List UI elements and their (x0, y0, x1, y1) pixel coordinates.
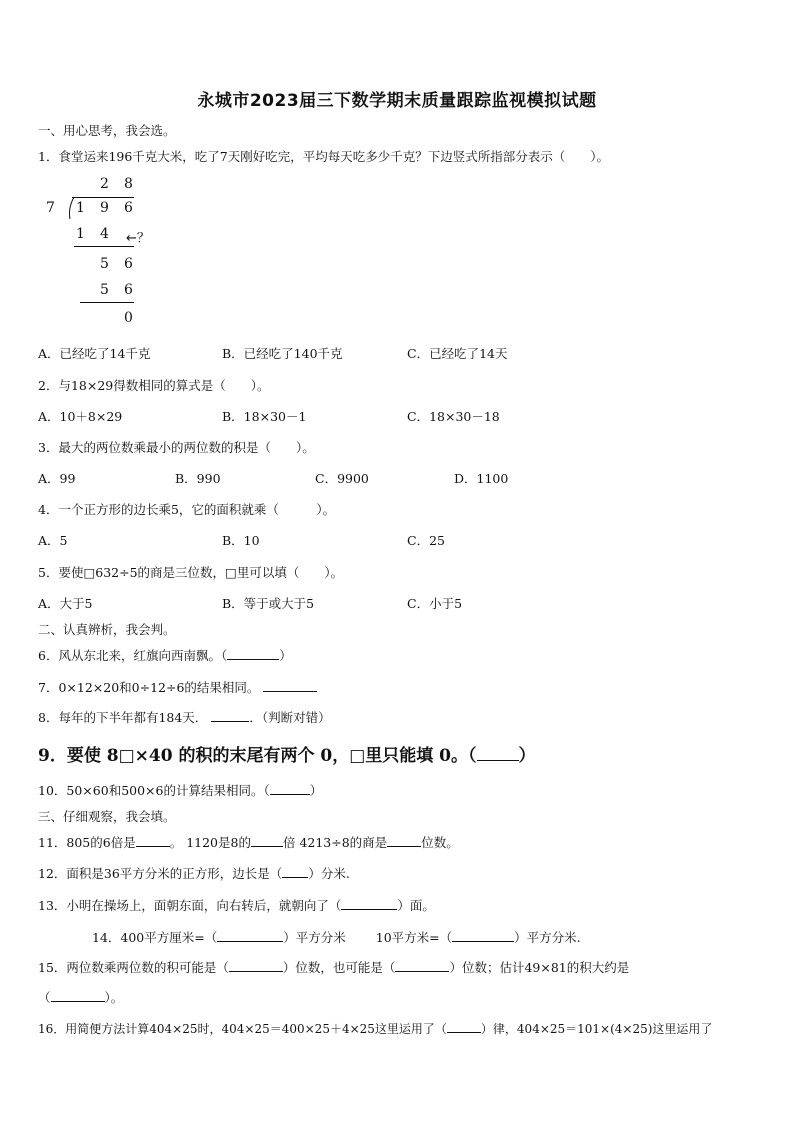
q12-text-end: ）分米. (308, 866, 350, 881)
section-1-heading: 一、用心思考，我会选。 (38, 123, 176, 138)
q6-answer-blank[interactable] (227, 647, 279, 660)
q14-answer-blank-1[interactable] (217, 929, 283, 942)
step-digit: 5 (100, 256, 109, 272)
q11-answer-blank-2[interactable] (251, 834, 283, 847)
q12-text: 12．面积是36平方分米的正方形，边长是（ (38, 866, 283, 881)
quotient-digit: 2 (100, 176, 109, 192)
q11-text: 。 1120是8的 (169, 835, 251, 850)
page-title: 永城市2023届三下数学期末质量跟踪监视模拟试题 (197, 91, 597, 111)
q1-option-c[interactable]: C．已经吃了14天 (407, 346, 508, 361)
question-12 (38, 864, 350, 882)
q16-answer-blank[interactable] (447, 1020, 481, 1033)
q11-text: 11．805的6倍是 (38, 835, 136, 850)
question-11 (38, 833, 459, 851)
q5-option-c[interactable]: C．小于5 (407, 596, 463, 611)
dividend-digit: 9 (100, 200, 109, 216)
question-arrow: ←？ (126, 231, 150, 246)
q15-answer-blank-1[interactable] (229, 959, 283, 972)
dividend-digit: 1 (76, 200, 85, 216)
q9-text: 9．要使 8□×40 的积的末尾有两个 0，□里只能填 0。（ (38, 746, 477, 766)
q15-text: ）位数；估计49×81的积大约是 (449, 960, 630, 975)
question-1: 1．食堂运来196千克大米，吃了7天刚好吃完，平均每天吃多少千克？下边竖式所指部分表示（ ）。 (38, 149, 610, 164)
step-line (80, 302, 134, 303)
question-2: 2．与18×29得数相同的算式是（ ）。 (38, 378, 270, 393)
q8-answer-blank[interactable] (211, 709, 249, 722)
q4-option-c[interactable]: C．25 (407, 533, 445, 548)
q3-option-d[interactable]: D．1100 (454, 471, 509, 486)
q9-text-end: ） (518, 746, 536, 766)
division-bar (72, 197, 134, 198)
q11-answer-blank-3[interactable] (387, 834, 421, 847)
q4-option-b[interactable]: B．10 (222, 533, 260, 548)
q1-option-a[interactable]: A．已经吃了14千克 (38, 346, 151, 361)
question-9 (38, 741, 536, 766)
q11-text: 倍 4213÷8的商是 (282, 835, 388, 850)
section-2-heading: 二、认真辨析，我会判。 (38, 622, 176, 637)
q15-answer-blank-2[interactable] (395, 959, 449, 972)
q7-answer-blank[interactable] (263, 679, 317, 692)
q11-answer-blank-1[interactable] (136, 834, 170, 847)
question-6 (38, 646, 292, 664)
q12-answer-blank[interactable] (282, 865, 308, 878)
question-15-continued (38, 988, 123, 1006)
step-digit: 5 (100, 282, 109, 298)
q3-option-c[interactable]: C．9900 (315, 471, 369, 486)
q6-text-end: ） (279, 648, 292, 663)
step-digit: 6 (124, 256, 133, 272)
section-3-heading: 三、仔细观察，我会填。 (38, 809, 176, 824)
q14-text: 10平方米=（ (375, 930, 453, 945)
q15-text: 15．两位数乘两位数的积可能是（ (38, 960, 229, 975)
q6-text: 6．风从东北来，红旗向西南飘。（ (38, 648, 228, 663)
q5-option-a[interactable]: A．大于5 (38, 596, 93, 611)
q8-text: 8．每年的下半年都有184天． (38, 710, 208, 725)
remainder: 0 (124, 310, 133, 326)
q13-text: 13．小明在操场上，面朝东面，向右转后，就朝向了（ (38, 898, 342, 913)
question-4: 4．一个正方形的边长乘5，它的面积就乘（ ）。 (38, 502, 336, 517)
q2-option-c[interactable]: C．18×30－18 (407, 409, 500, 424)
q5-option-b[interactable]: B．等于或大于5 (222, 596, 315, 611)
division-bracket (66, 196, 76, 220)
q14-text: 14．400平方厘米=（ (92, 930, 218, 945)
q15-text: ）。 (104, 990, 124, 1005)
question-15 (38, 958, 629, 976)
question-3: 3．最大的两位数乘最小的两位数的积是（ ）。 (38, 440, 315, 455)
question-5: 5．要使□632÷5的商是三位数，□里可以填（ ）。 (38, 565, 344, 580)
question-14 (92, 928, 581, 946)
q10-text-end: ） (309, 783, 323, 798)
q3-option-a[interactable]: A．99 (38, 471, 76, 486)
dividend-digit: 6 (124, 200, 133, 216)
quotient-digit: 8 (124, 176, 133, 192)
q1-option-b[interactable]: B．已经吃了140千克 (222, 346, 343, 361)
q13-text-end: ）面。 (397, 898, 435, 913)
q16-text: ）律，404×25＝101×(4×25)这里运用了 (480, 1022, 713, 1036)
q16-text: 16．用简便方法计算404×25时，404×25＝400×25＋4×25这里运用了（ (38, 1022, 447, 1036)
question-13 (38, 896, 435, 914)
q15-text: （ (38, 990, 51, 1005)
question-16 (38, 1020, 712, 1037)
long-division (40, 170, 180, 330)
q8-text-end: ．（判断对错） (249, 710, 331, 725)
step-digit: 1 (76, 226, 85, 242)
q11-text: 位数。 (421, 835, 459, 850)
q14-answer-blank-2[interactable] (452, 929, 514, 942)
question-7 (38, 678, 317, 696)
q9-answer-blank[interactable] (477, 745, 519, 761)
step-line (74, 246, 134, 247)
q15-text: ）位数，也可能是（ (282, 960, 396, 975)
q2-option-b[interactable]: B．18×30－1 (222, 409, 307, 424)
q15-answer-blank-3[interactable] (51, 989, 105, 1002)
q13-answer-blank[interactable] (341, 897, 397, 910)
step-digit: 6 (124, 282, 133, 298)
question-10 (38, 781, 322, 799)
q7-text: 7．0×12×20和0÷12÷6的结果相同。 (38, 680, 260, 695)
divisor: 7 (46, 200, 55, 216)
question-8 (38, 708, 331, 726)
q2-option-a[interactable]: A．10＋8×29 (38, 409, 123, 424)
q10-answer-blank[interactable] (270, 782, 310, 795)
q14-text: ）平方分米. (514, 930, 581, 945)
step-digit: 4 (100, 226, 109, 242)
q3-option-b[interactable]: B．990 (175, 471, 221, 486)
q10-text: 10．50×60和500×6的计算结果相同。（ (38, 783, 270, 798)
q4-option-a[interactable]: A．5 (38, 533, 68, 548)
q14-text: ）平方分米 (283, 930, 346, 945)
